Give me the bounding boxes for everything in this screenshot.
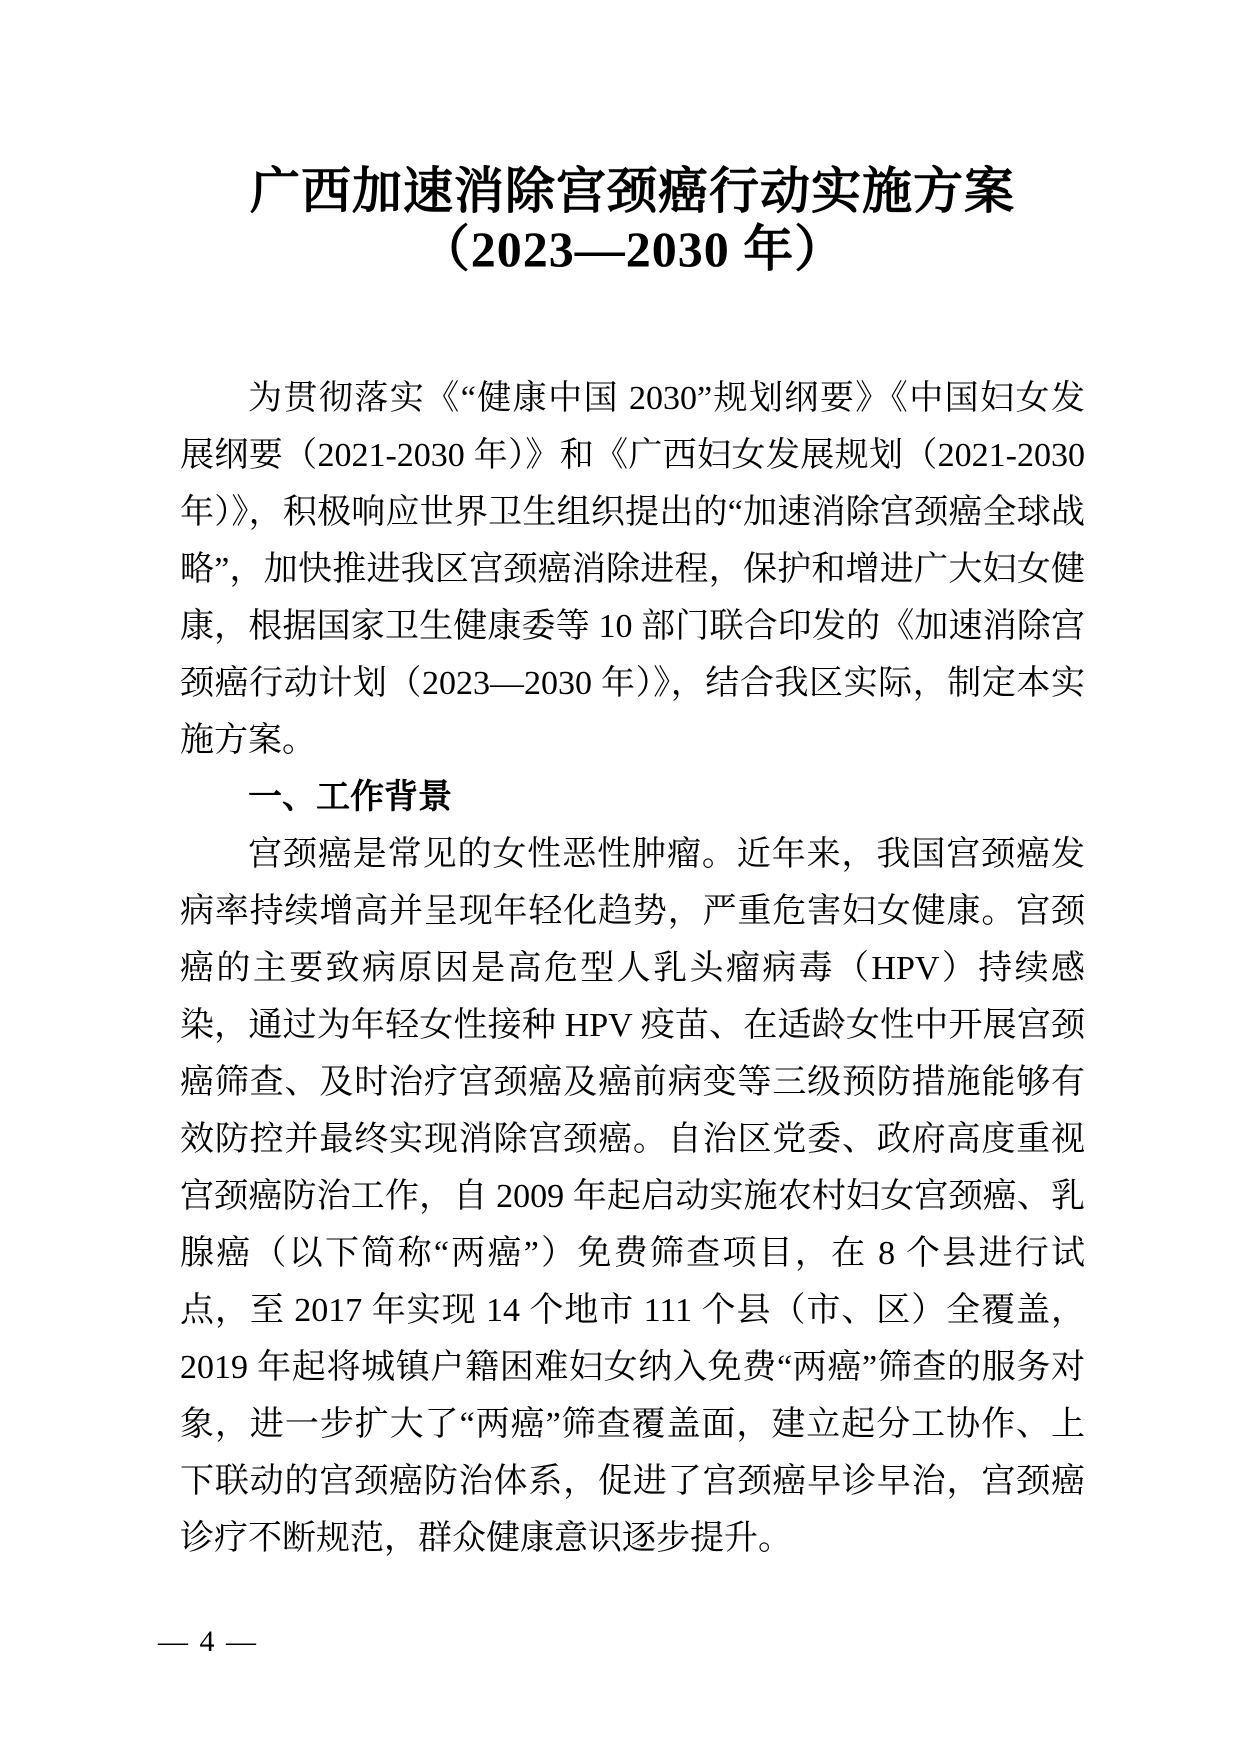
background-paragraph: 宫颈癌是常见的女性恶性肿瘤。近年来，我国宫颈癌发病率持续增高并呈现年轻化趋势，严重危害妇女健康。宫颈癌的主要致病原因是高危型人乳头瘤病毒（HPV）持续感染，通过为年轻女性接种 HPV 疫苗、在适龄女性中开展宫颈癌筛查、及时治疗宫颈癌及癌前病变等三级预防措施能够有效防控并最终实现消除宫颈癌。自治区党委、政府高度重视宫颈癌防治工作，自 2009 年起启动实施农村妇女宫颈癌、乳腺癌（以下简称“两癌”）免费筛查项目，在 8 个县进行试点，至 2017 年实现 14 个地市 111 个县（市、区）全覆盖，2019 年起将城镇户籍困难妇女纳入免费“两癌”筛查的服务对象，进一步扩大了“两癌”筛查覆盖面，建立起分工协作、上下联动的宫颈癌防治体系，促进了宫颈癌早诊早治，宫颈癌诊疗不断规范，群众健康意识逐步提升。 [180,836,1085,1557]
section-heading-work-background: 一、工作背景 [248,778,452,816]
intro-paragraph: 为贯彻落实《“健康中国 2030”规划纲要》《中国妇女发展纲要（2021-2030 年）》和《广西妇女发展规划（2021-2030 年）》，积极响应世界卫生组织提出的“加速消除宫颈癌全球战略”，加快推进我区宫颈癌消除进程，保护和增进广大妇女健康，根据国家卫生健康委等 10 部门联合印发的《加速消除宫颈癌行动计划（2023—2030 年）》，结合我区实际，制定本实施方案。 [180,380,1085,759]
document-content [180,162,1085,1567]
title-line-1: 广西加速消除宫颈癌行动实施方案 [250,163,1015,219]
document-title [180,162,1085,278]
page-number: — 4 — [158,1625,258,1658]
document-body [180,370,1085,1567]
title-line-2: （2023—2030 年） [419,221,846,277]
